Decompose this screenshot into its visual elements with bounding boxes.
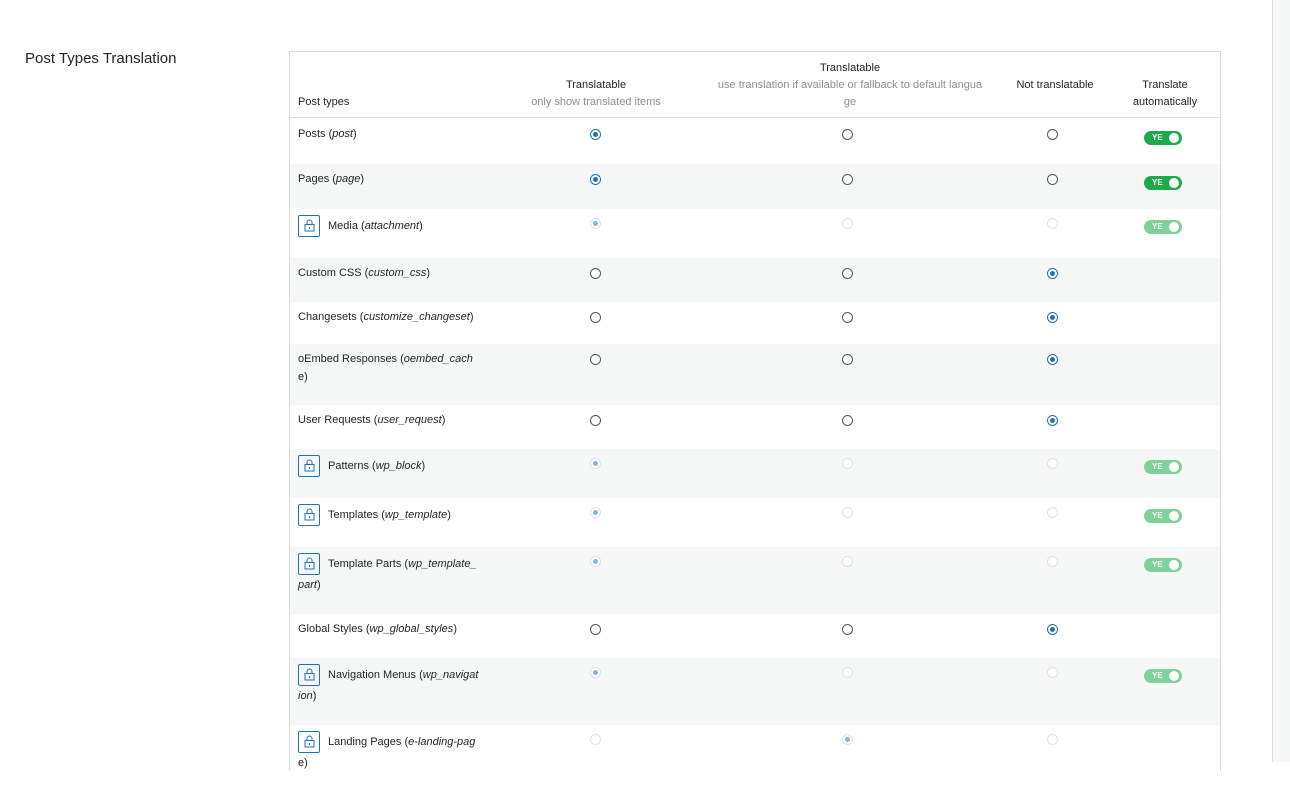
- radio-translatable-fallback[interactable]: [842, 312, 853, 323]
- label-text: ): [316, 579, 321, 591]
- post-type-slug: wp_navigat: [422, 669, 479, 681]
- post-type-label: [328, 666, 478, 684]
- post-type-slug: custom_css: [368, 267, 427, 279]
- post-type-label: [328, 555, 477, 573]
- post-type-label: [298, 264, 430, 282]
- radio-translatable-fallback[interactable]: [842, 268, 853, 279]
- radio-translatable-fallback[interactable]: [842, 415, 853, 426]
- label-text: Templates (: [328, 509, 385, 521]
- label-text: Landing Pages (: [328, 736, 409, 748]
- radio-translatable[interactable]: [590, 312, 601, 323]
- radio-translatable-fallback: [842, 458, 853, 469]
- toggle-knob: [1169, 560, 1179, 570]
- label-text: Media (: [328, 220, 365, 232]
- label-text: Global Styles (: [298, 623, 370, 635]
- label-text: oEmbed Responses (: [298, 353, 404, 365]
- translate-automatically-toggle: [1144, 460, 1182, 474]
- header-not-translatable-title: Not translatable: [1016, 79, 1094, 91]
- table-row: [290, 547, 1220, 614]
- radio-translatable-fallback[interactable]: [842, 354, 853, 365]
- label-text: e): [298, 371, 308, 383]
- scrollbar[interactable]: [1272, 0, 1290, 762]
- translate-automatically-toggle[interactable]: [1144, 131, 1182, 145]
- label-text: Pages (: [298, 173, 336, 185]
- post-type-slug: user_request: [377, 414, 442, 426]
- toggle-knob: [1169, 133, 1179, 143]
- radio-translatable-fallback: [842, 218, 853, 229]
- label-text: ): [421, 460, 426, 472]
- radio-translatable-fallback: [842, 507, 853, 518]
- header-translatable: [520, 77, 672, 111]
- lock-icon[interactable]: [298, 553, 320, 575]
- radio-translatable[interactable]: [590, 129, 601, 140]
- radio-translatable[interactable]: [590, 415, 601, 426]
- radio-translatable-fallback[interactable]: [842, 129, 853, 140]
- label-text: Posts (: [298, 128, 333, 140]
- table-row: [290, 498, 1220, 547]
- radio-not-translatable[interactable]: [1047, 174, 1058, 185]
- post-type-slug: wp_global_styles: [369, 623, 454, 635]
- post-type-label: [298, 411, 445, 429]
- post-type-label-wrap: [298, 576, 321, 594]
- lock-icon[interactable]: [298, 504, 320, 526]
- radio-translatable: [590, 458, 601, 469]
- lock-icon[interactable]: [298, 664, 320, 686]
- radio-translatable-fallback: [842, 734, 853, 745]
- label-text: Navigation Menus (: [328, 669, 423, 681]
- post-type-slug: e-landing-pag: [408, 736, 476, 748]
- radio-translatable: [590, 218, 601, 229]
- translate-automatically-toggle[interactable]: [1144, 176, 1182, 190]
- label-text: e): [298, 757, 308, 769]
- post-type-slug: wp_template_: [408, 558, 477, 570]
- post-type-slug: wp_template: [384, 509, 448, 521]
- radio-translatable: [590, 556, 601, 567]
- translate-automatically-toggle: [1144, 669, 1182, 683]
- toggle-knob: [1169, 178, 1179, 188]
- toggle-knob: [1169, 222, 1179, 232]
- post-type-label: [298, 620, 457, 638]
- header-auto-title: Translate: [1142, 79, 1188, 91]
- toggle-label: YE: [1152, 511, 1163, 520]
- post-type-slug: oembed_cach: [403, 353, 473, 365]
- header-translate-auto: [1120, 77, 1210, 111]
- post-type-slug: page: [335, 173, 361, 185]
- post-type-label-wrap: [298, 368, 308, 386]
- radio-not-translatable: [1047, 667, 1058, 678]
- label-text: ): [469, 311, 474, 323]
- header-translatable-title: Translatable: [565, 79, 627, 91]
- post-type-label: [298, 125, 357, 143]
- post-type-slug: attachment: [364, 220, 420, 232]
- header-not-translatable: [1005, 77, 1105, 94]
- radio-not-translatable: [1047, 507, 1058, 518]
- radio-not-translatable: [1047, 734, 1058, 745]
- label-text: Changesets (: [298, 311, 364, 323]
- table-row: [290, 405, 1220, 449]
- table-row: [290, 119, 1220, 164]
- label-text: ): [447, 509, 451, 521]
- post-type-label: [298, 170, 364, 188]
- label-text: ): [441, 414, 446, 426]
- radio-translatable-fallback: [842, 667, 853, 678]
- post-type-slug: ion: [298, 690, 313, 702]
- table-row: [290, 302, 1220, 344]
- label-text: ): [353, 128, 357, 140]
- label-text: User Requests (: [298, 414, 378, 426]
- label-text: ): [312, 690, 317, 702]
- table-row: [290, 258, 1220, 302]
- radio-not-translatable[interactable]: [1047, 129, 1058, 140]
- radio-translatable-fallback[interactable]: [842, 174, 853, 185]
- label-text: ): [360, 173, 365, 185]
- post-type-label: [298, 308, 474, 326]
- translate-automatically-toggle: [1144, 509, 1182, 523]
- header-fallback-sub: use translation if available or fallback to default langua: [717, 79, 983, 91]
- post-type-label: [328, 733, 475, 751]
- header-auto-title2: automatically: [1132, 96, 1198, 108]
- table-row: [290, 614, 1220, 658]
- label-text: Patterns (: [328, 460, 376, 472]
- post-type-label: [328, 506, 451, 524]
- header-post-types: Post types: [298, 96, 350, 108]
- radio-translatable[interactable]: [590, 174, 601, 185]
- table-row: [290, 658, 1220, 725]
- lock-icon[interactable]: [298, 215, 320, 237]
- label-text: Template Parts (: [328, 558, 409, 570]
- toggle-label: YE: [1152, 178, 1163, 187]
- label-text: ): [453, 623, 457, 635]
- translate-automatically-toggle: [1144, 220, 1182, 234]
- radio-not-translatable[interactable]: [1047, 312, 1058, 323]
- post-types-table: [289, 51, 1221, 771]
- radio-not-translatable: [1047, 218, 1058, 229]
- table-row: [290, 449, 1220, 498]
- radio-not-translatable: [1047, 556, 1058, 567]
- toggle-knob: [1169, 671, 1179, 681]
- post-type-label-wrap: [298, 687, 316, 705]
- radio-translatable: [590, 734, 601, 745]
- label-text: ): [426, 267, 431, 279]
- radio-translatable[interactable]: [590, 268, 601, 279]
- table-header: [290, 52, 1220, 118]
- post-type-slug: wp_block: [375, 460, 422, 472]
- radio-translatable: [590, 507, 601, 518]
- radio-translatable: [590, 667, 601, 678]
- header-fallback-title: Translatable: [819, 62, 881, 74]
- post-type-slug: post: [332, 128, 354, 140]
- post-type-slug: customize_changeset: [363, 311, 470, 323]
- radio-not-translatable[interactable]: [1047, 354, 1058, 365]
- lock-icon[interactable]: [298, 731, 320, 753]
- toggle-label: YE: [1152, 222, 1163, 231]
- radio-not-translatable[interactable]: [1047, 624, 1058, 635]
- lock-icon[interactable]: [298, 455, 320, 477]
- post-type-label: [298, 350, 473, 368]
- radio-not-translatable[interactable]: [1047, 415, 1058, 426]
- toggle-label: YE: [1152, 671, 1163, 680]
- post-type-label: [328, 217, 423, 235]
- post-type-label: [328, 457, 425, 475]
- table-row: [290, 209, 1220, 258]
- toggle-label: YE: [1152, 462, 1163, 471]
- toggle-knob: [1169, 511, 1179, 521]
- radio-not-translatable: [1047, 458, 1058, 469]
- radio-translatable-fallback: [842, 556, 853, 567]
- label-text: Custom CSS (: [298, 267, 369, 279]
- radio-translatable[interactable]: [590, 354, 601, 365]
- label-text: ): [419, 220, 423, 232]
- table-row: [290, 725, 1220, 785]
- radio-translatable-fallback[interactable]: [842, 624, 853, 635]
- post-type-label-wrap: [298, 754, 308, 772]
- toggle-label: YE: [1152, 133, 1163, 142]
- toggle-knob: [1169, 462, 1179, 472]
- toggle-label: YE: [1152, 560, 1163, 569]
- header-fallback-sub-wrap: ge: [843, 96, 857, 108]
- section-title: Post Types Translation: [25, 50, 177, 67]
- radio-translatable[interactable]: [590, 624, 601, 635]
- radio-not-translatable[interactable]: [1047, 268, 1058, 279]
- post-type-slug: part: [298, 579, 317, 591]
- table-row: [290, 164, 1220, 209]
- header-translatable-fallback: [705, 60, 995, 111]
- translate-automatically-toggle: [1144, 558, 1182, 572]
- table-row: [290, 344, 1220, 405]
- header-translatable-sub: only show translated items: [531, 96, 661, 108]
